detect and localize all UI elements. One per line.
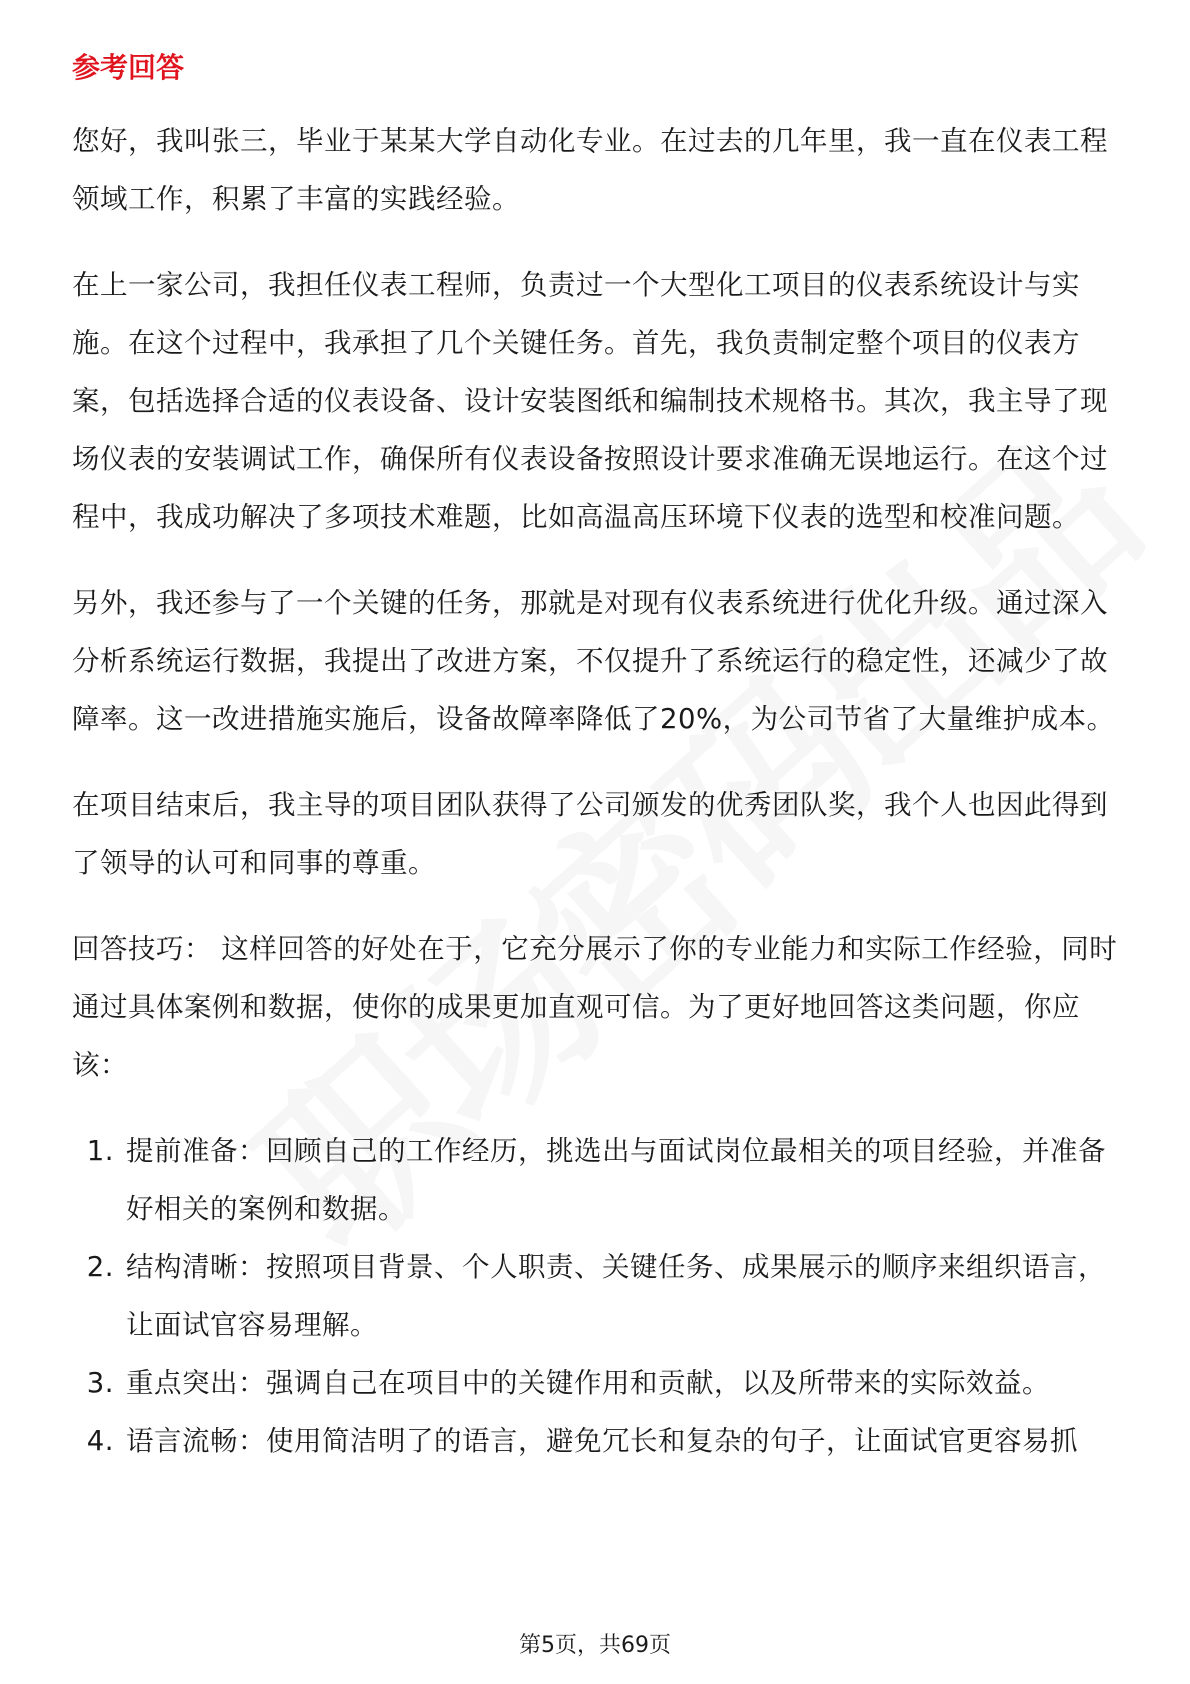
paragraph-optimization: 另外，我还参与了一个关键的任务，那就是对现有仪表系统进行优化升级。通过深入分析系统运行数据，我提出了改进方案，不仅提升了系统运行的稳定性，还减少了故障率。这一改进措施实施后，设备故障率降低了20%，为公司节省了大量维护成本。: [72, 587, 1115, 735]
list-item: [72, 1412, 1122, 1470]
document-body: [72, 48, 1122, 1470]
page-footer: 第5页，共69页: [519, 1633, 671, 1658]
list-item-text: 结构清晰：按照项目背景、个人职责、关键任务、成果展示的顺序来组织语言，让面试官容易理解。: [126, 1251, 1106, 1341]
paragraph-award: 在项目结束后，我主导的项目团队获得了公司颁发的优秀团队奖，我个人也因此得到了领导的认可和同事的尊重。: [72, 789, 1108, 879]
list-item-number: 2.: [86, 1251, 114, 1283]
list-item-text: 语言流畅：使用简洁明了的语言，避免冗长和复杂的句子，让面试官更容易抓: [126, 1425, 1078, 1457]
section-heading: 参考回答: [72, 51, 185, 84]
tips-list: [72, 1122, 1122, 1470]
list-item-number: 1.: [86, 1135, 114, 1167]
list-item-text: 重点突出：强调自己在项目中的关键作用和贡献，以及所带来的实际效益。: [126, 1367, 1050, 1399]
paragraph-answer-tips: 回答技巧： 这样回答的好处在于，它充分展示了你的专业能力和实际工作经验，同时通过具体案例和数据，使你的成果更加直观可信。为了更好地回答这类问题，你应该：: [72, 933, 1118, 1081]
list-item-text: 提前准备：回顾自己的工作经历，挑选出与面试岗位最相关的项目经验，并准备好相关的案例和数据。: [126, 1135, 1106, 1225]
list-item: [72, 1238, 1122, 1354]
list-item: [72, 1122, 1122, 1238]
paragraph-intro: 您好，我叫张三，毕业于某某大学自动化专业。在过去的几年里，我一直在仪表工程领域工作，积累了丰富的实践经验。: [72, 125, 1108, 215]
list-item: [72, 1354, 1122, 1412]
list-item-number: 3.: [86, 1367, 114, 1399]
paragraph-previous-job: 在上一家公司，我担任仪表工程师，负责过一个大型化工项目的仪表系统设计与实施。在这个过程中，我承担了几个关键任务。首先，我负责制定整个项目的仪表方案，包括选择合适的仪表设备、设计安装图纸和编制技术规格书。其次，我主导了现场仪表的安装调试工作，确保所有仪表设备按照设计要求准确无误地运行。在这个过程中，我成功解决了多项技术难题，比如高温高压环境下仪表的选型和校准问题。: [72, 269, 1108, 533]
list-item-number: 4.: [86, 1425, 114, 1457]
